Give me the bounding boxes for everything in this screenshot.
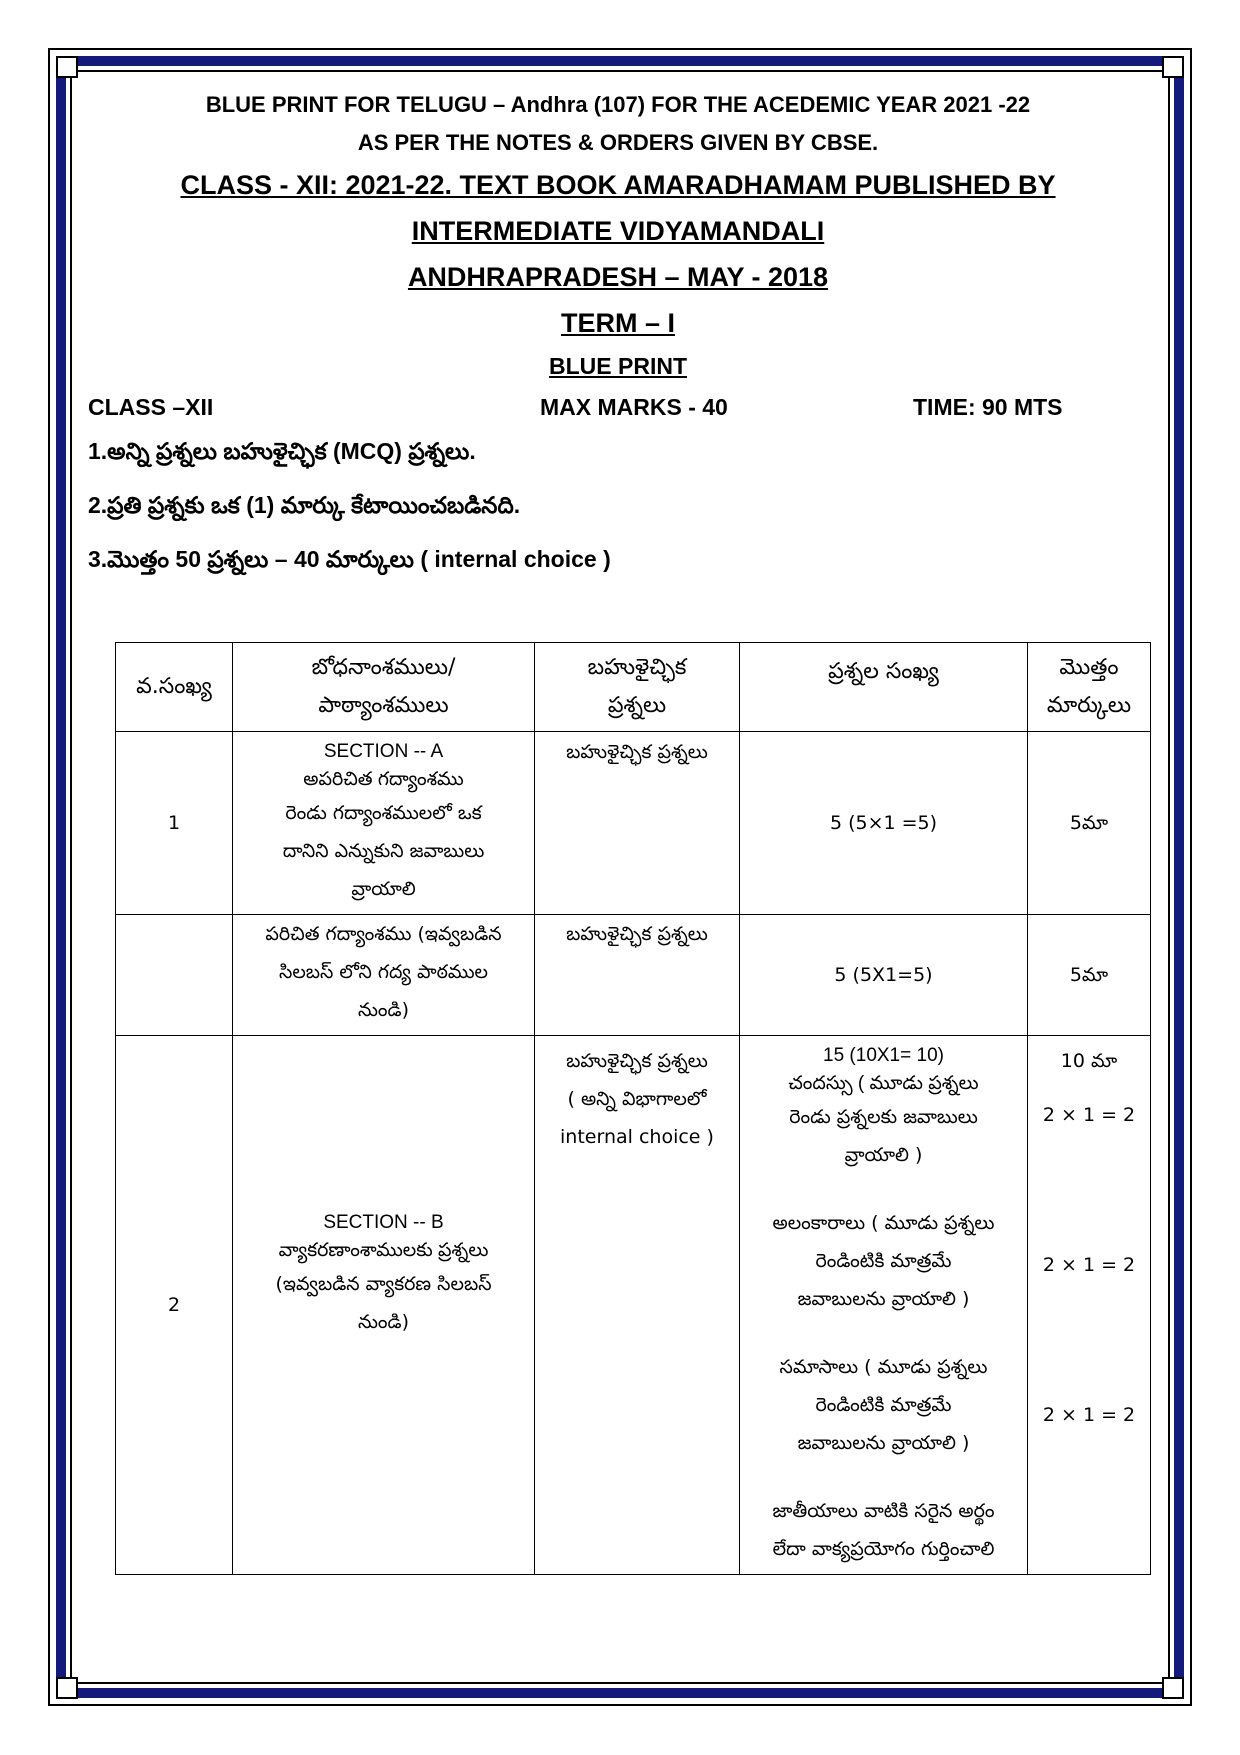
header-count: ప్రశ్నల సంఖ్య	[740, 643, 1028, 732]
table-row	[116, 915, 1151, 1036]
table-row	[116, 732, 1151, 915]
instructions	[88, 436, 1148, 574]
header-term: TERM – I	[560, 308, 675, 338]
corner-ornament	[56, 56, 78, 78]
document-content	[88, 86, 1148, 598]
cell-topic: SECTION -- B వ్యాకరణాంశాములకు ప్రశ్నలు (ఇవ్వబడిన వ్యాకరణ సిలబస్ నుండి)	[233, 1036, 535, 1575]
meta-row	[88, 388, 1148, 428]
cell-marks: 5మా	[1028, 732, 1151, 915]
corner-ornament	[56, 1677, 78, 1699]
cell-type: బహుళైచ్ఛిక ప్రశ్నలు	[535, 732, 740, 915]
cell-type: బహుళైచ్ఛిక ప్రశ్నలు	[535, 915, 740, 1036]
cell-count: 5 (5×1 =5)	[740, 732, 1028, 915]
corner-ornament	[1162, 1677, 1184, 1699]
instruction-item: 1.అన్ని ప్రశ్నలు బహుళైచ్ఛిక (MCQ) ప్రశ్నలు.	[88, 438, 476, 464]
header-topic: బోధనాంశములు/ పాఠ్యాంశములు	[233, 643, 535, 732]
cell-type: బహుళైచ్ఛిక ప్రశ్నలు ( అన్ని విభాగాలలో internal choice )	[535, 1036, 740, 1575]
header-state-date: ANDHRAPRADESH – MAY - 2018	[407, 262, 829, 292]
header-line-2: AS PER THE NOTES & ORDERS GIVEN BY CBSE.	[357, 130, 879, 155]
header-type: బహుళైచ్ఛిక ప్రశ్నలు	[535, 643, 740, 732]
cell-topic: SECTION -- A అపరిచిత గద్యాంశము రెండు గద్యాంశములలో ఒక దానిని ఎన్నుకుని జవాబులు వ్రాయాలి	[233, 732, 535, 915]
blueprint-table	[115, 642, 1151, 1575]
cell-count: 15 (10X1= 10) చందస్సు ( మూడు ప్రశ్నలు రెండు ప్రశ్నలకు జవాబులు వ్రాయాలి ) అలంకారాలు ( మూడు ప్రశ్నలు రెండింటికి మాత్రమే జవాబులను వ్రాయాలి ) సమాసాలు ( మూడు ప్రశ్నలు రెండింటికి మాత్రమే జవాబులను వ్రాయాలి ) జాతీయాలు వాటికి సరైన అర్థం లేదా వాక్యప్రయోగం గుర్తించాలి	[740, 1036, 1028, 1575]
cell-marks: 5మా	[1028, 915, 1151, 1036]
meta-max-marks: MAX MARKS - 40	[540, 394, 728, 420]
header-class-title: CLASS - XII: 2021-22. TEXT BOOK AMARADHAMAM PUBLISHED BY	[180, 170, 1056, 200]
header-total: మొత్తం మార్కులు	[1028, 643, 1151, 732]
table-row	[116, 1036, 1151, 1575]
header-sno: వ.సంఖ్య	[116, 643, 233, 732]
instruction-item: 2.ప్రతి ప్రశ్నకు ఒక (1) మార్కు కేటాయించబడినది.	[88, 492, 521, 518]
header-line-1: BLUE PRINT FOR TELUGU – Andhra (107) FOR THE ACEDEMIC YEAR 2021 -22	[205, 92, 1031, 117]
cell-count: 5 (5X1=5)	[740, 915, 1028, 1036]
header-blueprint: BLUE PRINT	[549, 353, 687, 379]
cell-sno: 2	[116, 1036, 233, 1575]
cell-topic: పరిచిత గద్యాంశము (ఇవ్వబడిన సిలబస్ లోని గద్య పాఠముల నుండి)	[233, 915, 535, 1036]
cell-sno: 1	[116, 732, 233, 915]
corner-ornament	[1162, 56, 1184, 78]
meta-time: TIME: 90 MTS	[913, 394, 1063, 420]
header-publisher: INTERMEDIATE VIDYAMANDALI	[411, 216, 825, 246]
table-header-row	[116, 643, 1151, 732]
cell-sno	[116, 915, 233, 1036]
cell-marks: 10 మా 2 × 1 = 2 2 × 1 = 2 2 × 1 = 2	[1028, 1036, 1151, 1575]
meta-class: CLASS –XII	[88, 394, 214, 420]
instruction-item: 3.మొత్తం 50 ప్రశ్నలు – 40 మార్కులు ( internal choice )	[88, 546, 611, 572]
